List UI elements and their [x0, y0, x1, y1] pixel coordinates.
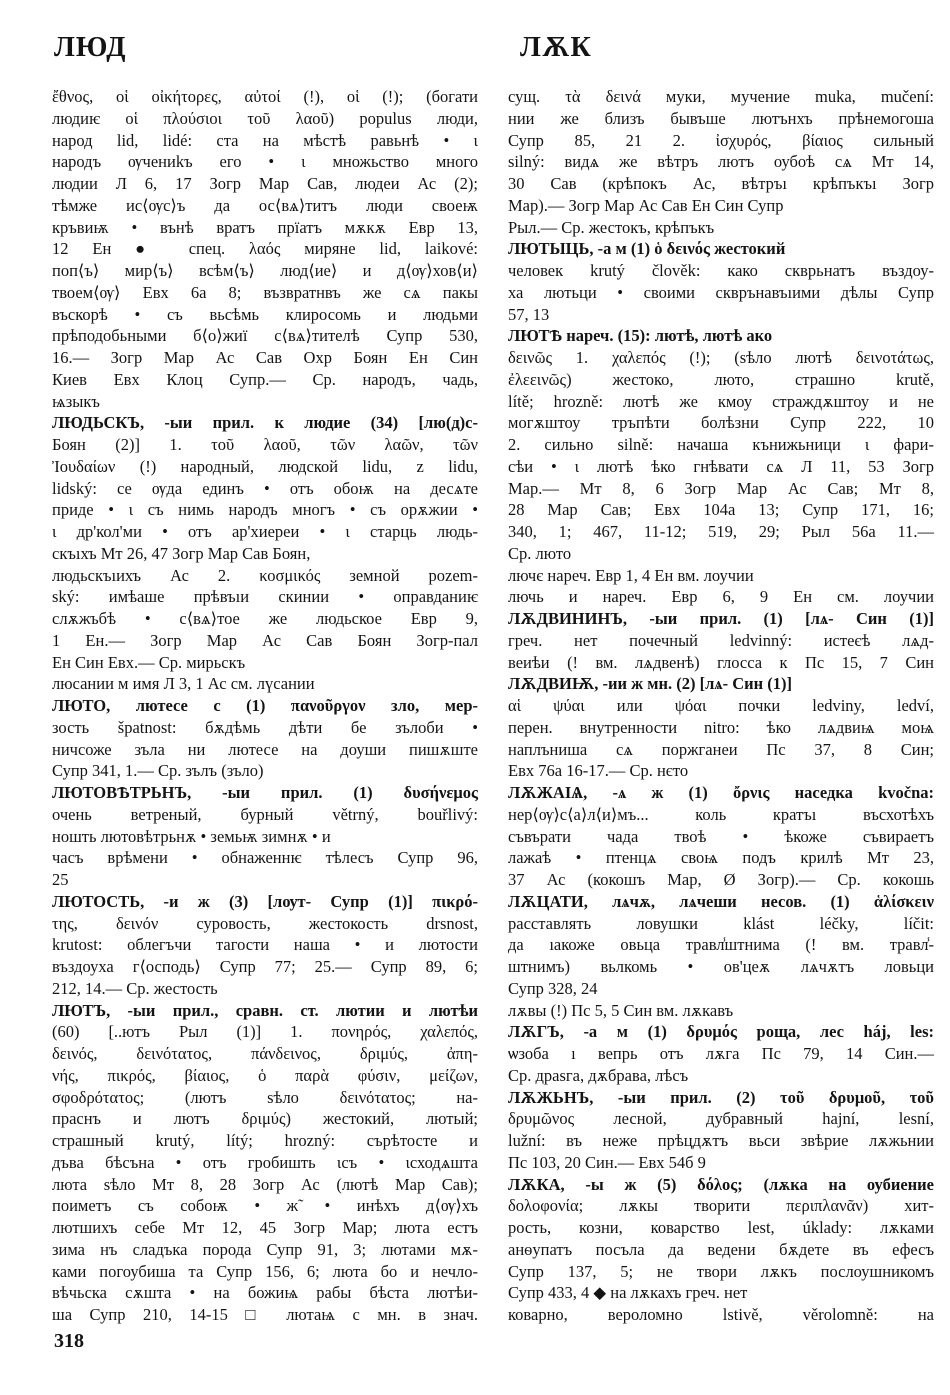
entry-line: 340, 1; 467, 11-12; 519, 29; Рыл 56а 11.—	[508, 522, 934, 541]
entry-line: человек krutý člověk: како скврьнатъ въздоу-	[508, 261, 934, 280]
entry-line: зость špatnost: бѫдѣмь дѣти бе зълоби •	[52, 717, 478, 737]
entry-line: 28 Мар Сав; Евх 104а 13; Супр 171, 16;	[508, 500, 934, 520]
entry-line: ЛЮДЬСКЪ, -ыи прил. к людие (34) [лю(д)с-	[52, 413, 478, 433]
entry-line: часъ врѣмени • обнаженнѥ тѣлесъ Супр 96,	[52, 848, 478, 868]
entry-line: Ἰουδαίων (!) народный, людской lidu, z lidu,	[52, 456, 478, 476]
entry-line: 16.— Зогр Мар Ас Сав Охр Боян Ен Син	[52, 348, 478, 367]
right-column	[508, 86, 934, 1326]
entry-line: народ lid, lidé: ста на мѣстѣ равьнѣ • ι	[52, 130, 478, 150]
entry-line: тѣмже ис⟨ѹс⟩ъ да ос⟨вѧ⟩титъ люди своеѭ	[52, 195, 478, 215]
entry-line: народъ ѹчениkъ его • ι множьство много	[52, 152, 478, 172]
entry-line: 2. сильно silně: начаша кънижьници ι фари-	[508, 435, 934, 454]
entry-line: 57, 13	[508, 304, 550, 324]
entry-line: лючє нареч. Евр 1, 4 Ен вм. лоучии	[508, 565, 754, 585]
entry-line: коварно, вероломно lstivě, věrolomně: на	[508, 1305, 934, 1324]
entry-line: лютшихъ себе Мт 12, 45 Зогр Мар; люта естъ	[52, 1218, 478, 1237]
entry-line: анѳупатъ посъла да ведени бѫдете въ ефесъ	[508, 1239, 934, 1259]
entry-line: lítě; hrozně: лютѣ же кмоу страждѫштоу и не	[508, 391, 934, 411]
page-number: 318	[54, 1330, 84, 1352]
entry-line: нии же близъ бывъше лютънхъ прѣнемогоша	[508, 108, 934, 128]
entry-line: сѣи • ι лютѣ ѣко гнѣвати сѧ Л 11, 53 Зогр	[508, 456, 934, 476]
entry-line: ношть лютовѣтрьнѫ • земьѭ зимнѫ • и	[52, 826, 331, 846]
entry-line: Ср. люто	[508, 543, 572, 563]
entry-line: ЛѪКА, -ы ж (5) δόλος; (лѫка на оубиение	[508, 1174, 934, 1194]
entry-line: ЛѪЖЬНЪ, -ыи прил. (2) τοῦ δρυμοῦ, τοῦ	[508, 1087, 934, 1107]
entry-line: люсании м имя Л 3, 1 Ас см. лүсании	[52, 674, 315, 694]
entry-line: ἐλεεινῶς) жестоко, люто, страшно krutě,	[508, 369, 934, 389]
entry-line: της, δεινόν суровость, жестокость drsnost,	[52, 913, 478, 933]
entry-line: αἱ ψύαι или ψόαι почки ledviny, ledví,	[508, 696, 934, 715]
entry-line: прѣподобьными б⟨о⟩жиї с⟨вѧ⟩тителѣ Супр 530,	[52, 326, 478, 346]
entry-line: скъıхъ Мт 26, 47 Зогр Мар Сав Боян,	[52, 543, 311, 563]
entry-line: Рыл.— Ср. жестокъ, крѣпъкъ	[508, 217, 715, 237]
entry-line: ша Супр 210, 14-15 □ лютаѩ с мн. в знач.	[52, 1305, 478, 1324]
entry-line: ничсоже зъла ни лютесе на доуши пишѫште	[52, 739, 478, 759]
entry-line: 212, 14.— Ср. жестость	[52, 978, 218, 998]
entry-line: Ен Син Евх.— Ср. мирьскъ	[52, 652, 246, 672]
entry-line: кръвиѭ • вънѣ вратъ прїатъ мѫкѫ Евр 13,	[52, 217, 478, 237]
entry-line: ЛЮТОВѢТРЬНЪ, -ыи прил. (1) δυσήνεμος	[52, 783, 478, 802]
entry-line: ЛѪДВИѬ, -ии ж мн. (2) [лѧ- Син (1)]	[508, 674, 792, 694]
entry-line: ЛѪЖАІѦ, -ѧ ж (1) ὄρνις наседка kvočna:	[508, 783, 934, 802]
entry-line: δολοφονία; лѫкы творити περιπλανᾶν) хит-	[508, 1196, 934, 1216]
entry-line: lidský: се ѹда единъ • отъ обоѭ на десѧте	[52, 478, 478, 498]
entry-line: δρυμῶνος лесной, дубравный hajní, lesní,	[508, 1109, 934, 1129]
entry-line: ЛѪЦАТИ, лѧчѫ, лѧчеши несов. (1) ἁλίσκειν	[508, 891, 934, 911]
entry-line: Мар.— Мт 8, 6 Зогр Мар Ас Сав; Мт 8,	[508, 478, 934, 498]
left-column	[52, 86, 478, 1326]
entry-line: ЛЮТЫЦЬ, -а м (1) ὁ δεινός жестокий	[508, 239, 786, 259]
entry-line: вѣчьска сѫшта • на божиѩ рабы бѣста лютѣи-	[52, 1283, 478, 1303]
entry-line: да ıакоже овьца травл̾штнима (! вм. травл̾-	[508, 935, 934, 955]
entry-line: людиѥ οἱ πλούσιοι τοῦ λαοῦ) populus люди,	[52, 108, 478, 128]
entry-line: нер⟨ѹ⟩с⟨а⟩л⟨и⟩мъ... коль кратъı въсхотѣхъ	[508, 804, 934, 824]
entry-line: ЛЮТЪ, -ыи прил., сравн. ст. лютии и лютѣи	[52, 1000, 478, 1020]
entry-line: Ср. драѕга, дѫбрава, лѣсъ	[508, 1065, 689, 1085]
entry-line: наплъниша сѧ поржганеи Пс 37, 8 Син;	[508, 739, 934, 759]
entry-line: 25	[52, 870, 69, 889]
entry-line: Боян (2)] 1. τοῦ λαοῦ, τῶν λαῶν, τῶν	[52, 435, 478, 454]
entry-line: Киев Евх Клоц Супр.— Ср. народъ, чадь,	[52, 369, 478, 389]
entry-line: людии Л 6, 17 Зогр Мар Сав, людеи Ас (2);	[52, 174, 478, 193]
entry-line: Супр 433, 4 ◆ на лѫкахъ греч. нет	[508, 1283, 748, 1303]
entry-line: съвърати чада твоѣ • ѣкоже съвираетъ	[508, 826, 934, 846]
entry-line: σφοδρότατος; (лютъ ѕѣло δεινότατος; на-	[52, 1087, 478, 1107]
entry-line: lužní: въ неже прѣцдѫтъ вьси звѣрие лѫжьнии	[508, 1131, 934, 1150]
entry-line: люта ѕѣло Мт 8, 28 Зогр Ас (лютѣ Мар Сав);	[52, 1174, 478, 1194]
entry-line: silný: видѧ же вѣтръ лютъ оубоѣ сѧ Мт 14,	[508, 152, 934, 172]
running-head-right: ЛѪК	[520, 32, 592, 63]
entry-line: сущ. τὰ δεινά муки, мучение muka, mučení:	[508, 87, 934, 106]
entry-line: Супр 85, 21 2. ἰσχυρός, βίαιος сильный	[508, 130, 934, 150]
entry-line: людьскъıихъ Ас 2. κοσμικός земной pozem-	[52, 565, 478, 585]
entry-line: зима нъ сладъка порода Супр 91, 3; лютами мѫ-	[52, 1239, 478, 1259]
entry-line: страшный krutý, lítý; hrozný: сърѣтосте и	[52, 1131, 478, 1150]
entry-line: ἔθνος, οἱ οἰκήτορες, αὐτοί (!), οἱ (!); (богати	[52, 87, 478, 106]
entry-line: въскорѣ • съ вьсѣмь клиросомь и людьми	[52, 304, 478, 324]
entry-line: 37 Ас (кокошъ Мар, Ø Зогр).— Ср. кокошь	[508, 870, 934, 889]
entry-line: ЛѪГЪ, -а м (1) δρυμός роща, лес háj, les:	[508, 1022, 934, 1042]
entry-line: krutost: облегъчи тагости наша • и лютости	[52, 935, 478, 955]
entry-line: Евх 76а 16-17.— Ср. нєто	[508, 761, 689, 781]
entry-line: (60) [..ютъ Рыл (1)] 1. πονηρός, χαλεπός,	[52, 1022, 478, 1042]
entry-line: Супр 341, 1.— Ср. зълъ (зъло)	[52, 761, 264, 781]
entry-line: 1 Ен.— Зогр Мар Ас Сав Боян Зогр-пал	[52, 630, 478, 650]
entry-line: ками погоубиша та Супр 156, 6; люта бо и нечло-	[52, 1261, 478, 1281]
entry-line: лажаѣ • птенцѧ своѩ подъ крилѣ Мт 23,	[508, 848, 934, 868]
entry-line: ѡзоба ı вепрь отъ лѫга Пс 79, 14 Син.—	[508, 1044, 934, 1063]
entry-line: δεινός, δεινότατος, πάνδεινος, δριμύς, ἀπη-	[52, 1044, 478, 1063]
entry-line: лючь и нареч. Евр 6, 9 Ен см. лоучии	[508, 587, 934, 607]
entry-line: рость, козни, коварство lest, úklady: лѫками	[508, 1218, 934, 1237]
entry-line: ха лютьци • своими скврънавъıими дѣлы Супр	[508, 282, 934, 302]
entry-line: твоем⟨ѹ⟩ Евх 6а 8; възвратнвъ же сѧ пакы	[52, 282, 478, 302]
entry-line: Пс 103, 20 Син.— Евх 54б 9	[508, 1152, 706, 1172]
entry-line: штнимъ) вьлкомь • ов'цеѫ лѧчѫтъ ловьци	[508, 957, 934, 976]
entry-line: лѫвы (!) Пс 5, 5 Син вм. лѫкавъ	[508, 1000, 734, 1020]
entry-line: въздоуха г⟨осподь⟩ Супр 77; 25.— Супр 89, 6;	[52, 957, 478, 976]
entry-line: дъва бѣсъна • отъ гробишть ιсъ • ιсходѧшта	[52, 1152, 478, 1172]
entry-line: поп⟨ъ⟩ мир⟨ъ⟩ всѣм⟨ъ⟩ люд⟨ие⟩ и д⟨ѹ⟩хов⟨и⟩	[52, 261, 478, 280]
entry-line: перен. внутренности nitro: ѣко лѧдвиѩ моѩ	[508, 717, 934, 737]
entry-line: ЛЮТОСТЬ, -и ж (3) [лѹт- Супр (1)] πικρό-	[52, 891, 478, 911]
entry-line: очень ветреный, бурный větrný, bouřlivý:	[52, 804, 478, 824]
entry-line: Мар).— Зогр Мар Ас Сав Ен Син Супр	[508, 195, 784, 215]
entry-line: ι др'кол'ми • отъ ар'хиереи • ι старць людь-	[52, 522, 478, 541]
entry-line: поиметъ съ собоѭ • ж̃ • инѣхъ д⟨ѹ⟩хъ	[52, 1196, 478, 1216]
entry-line: ѩзыкъ	[52, 391, 100, 411]
entry-line: ЛЮТО, лютесе с (1) πανοῦργον зло, мер-	[52, 696, 478, 715]
entry-line: ЛЮТѢ нареч. (15): лютѣ, лютѣ ако	[508, 326, 773, 346]
entry-line: 12 Ен ● спец. λαός миряне lid, laikové:	[52, 239, 478, 259]
entry-line: δεινῶς 1. χαλεπός (!); (ѕѣло лютѣ δεινοτάτως,	[508, 348, 934, 367]
entry-line: слѫжъбѣ • с⟨вѧ⟩тое же людьское Евр 9,	[52, 609, 478, 628]
entry-line: расставлять ловушки klást léčky, líčit:	[508, 913, 934, 933]
entry-line: νής, πικρός, βίαιος, ὁ παρὰ φύσιν, μείζων,	[52, 1065, 478, 1085]
entry-line: ský: имѣаше прѣвъıи скинии • оправданиѥ	[52, 587, 478, 607]
entry-line: праснъ и лютъ δριμύς) жестокий, лютый;	[52, 1109, 478, 1129]
entry-line: 30 Сав (крѣпокъ Ас, вѣтръı крѣпъкъı Зогр	[508, 174, 934, 193]
entry-line: Супр 137, 5; не твори лѫкъ послоушникомъ	[508, 1261, 934, 1281]
entry-line: веиѣи (! вм. лѧдвенѣ) глосса к Пс 15, 7 Син	[508, 652, 934, 672]
entry-line: греч. нет почечный ledvinný: истеєѣ лѧд-	[508, 630, 934, 650]
running-head-left: ЛЮД	[54, 32, 127, 63]
entry-line: могѫштоу тръпѣти болѣзни Супр 222, 10	[508, 413, 934, 433]
entry-line: ЛѪДВИНИНЪ, -ыи прил. (1) [лѧ- Син (1)]	[508, 609, 934, 628]
entry-line: приде • ι съ нимь народъ многъ • съ орѫжии •	[52, 500, 478, 520]
entry-line: Супр 328, 24	[508, 978, 598, 998]
